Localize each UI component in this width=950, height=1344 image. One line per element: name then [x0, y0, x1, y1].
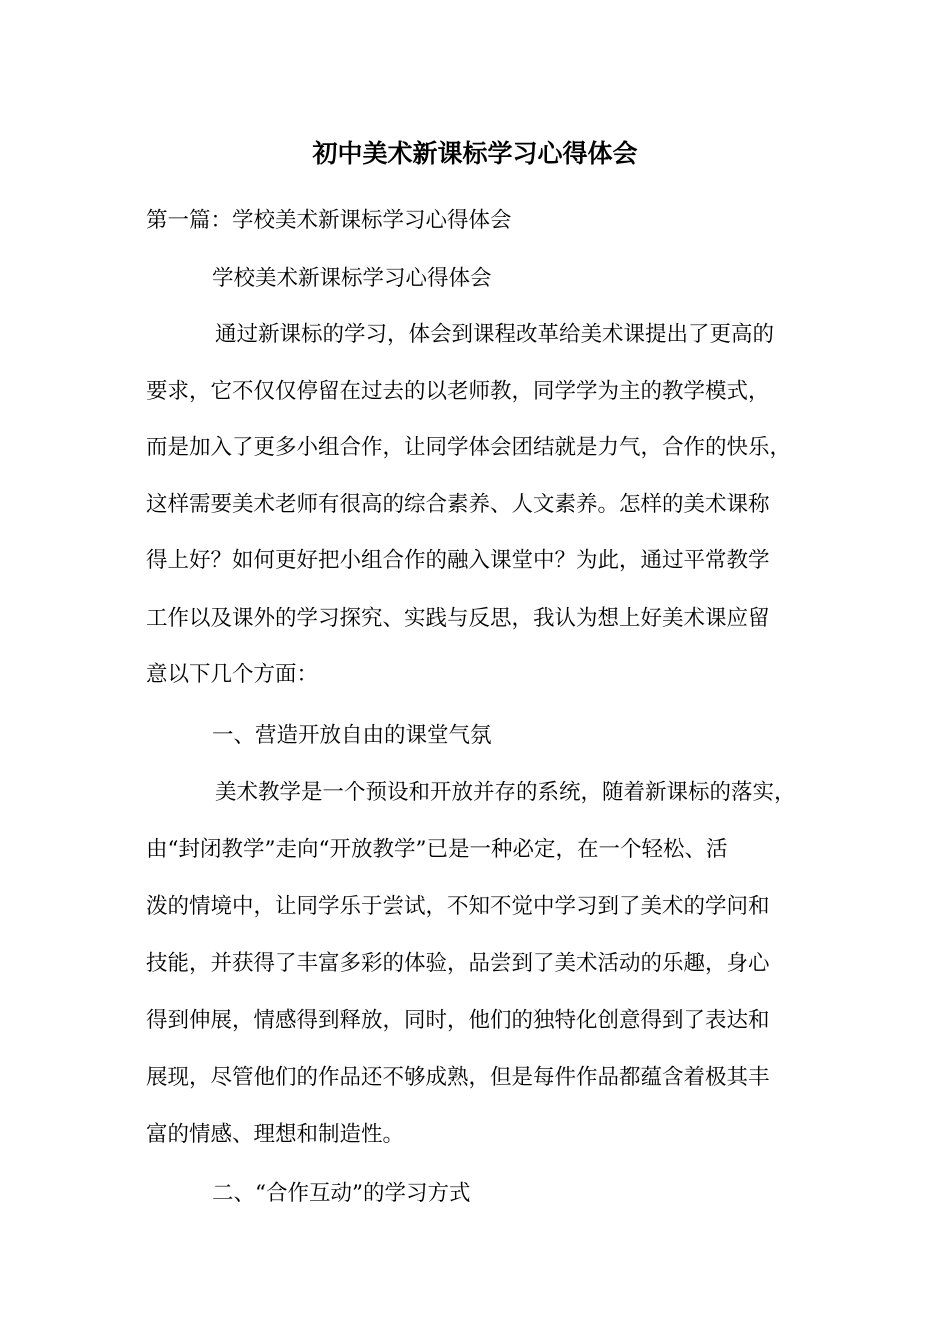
- paragraph-1-line: 意以下几个方面：: [146, 662, 319, 687]
- paragraph-2-line: 展现，尽管他们的作品还不够成熟，但是每件作品都蕴含着极其丰: [146, 1065, 770, 1090]
- paragraph-1-line: 工作以及课外的学习探究、实践与反思，我认为想上好美术课应留: [146, 606, 770, 631]
- paragraph-1-line: 这样需要美术老师有很高的综合素养、人文素养。怎样的美术课称: [146, 492, 770, 517]
- document-title: 初中美术新课标学习心得体会: [312, 139, 638, 168]
- paragraph-1-line: 得上好？如何更好把小组合作的融入课堂中？为此，通过平常教学: [146, 548, 770, 573]
- section-1-heading: 一、营造开放自由的课堂气氛: [212, 723, 492, 748]
- paragraph-2-line: 得到伸展，情感得到释放，同时，他们的独特化创意得到了表达和: [146, 1008, 770, 1033]
- paragraph-2-line: 美术教学是一个预设和开放并存的系统，随着新课标的落实，: [215, 780, 796, 805]
- paragraph-1-line: 通过新课标的学习，体会到课程改革给美术课提出了更高的: [215, 322, 775, 347]
- subtitle: 学校美术新课标学习心得体会: [212, 266, 492, 291]
- paragraph-1-line: 要求，它不仅仅停留在过去的以老师教，同学学为主的教学模式，: [146, 379, 770, 404]
- chapter-heading: 第一篇：学校美术新课标学习心得体会: [146, 208, 512, 233]
- paragraph-1-line: 而是加入了更多小组合作，让同学体会团结就是力气，合作的快乐，: [146, 435, 792, 460]
- paragraph-2-line: 技能，并获得了丰富多彩的体验，品尝到了美术活动的乐趣，身心: [146, 951, 770, 976]
- paragraph-2-line: 由“封闭教学”走向“开放教学”已是一种必定，在一个轻松、活: [146, 837, 728, 862]
- paragraph-2-line: 富的情感、理想和制造性。: [146, 1122, 405, 1147]
- paragraph-2-line: 泼的情境中，让同学乐于尝试，不知不觉中学习到了美术的学问和: [146, 894, 770, 919]
- section-2-heading: 二、“合作互动”的学习方式: [212, 1181, 471, 1206]
